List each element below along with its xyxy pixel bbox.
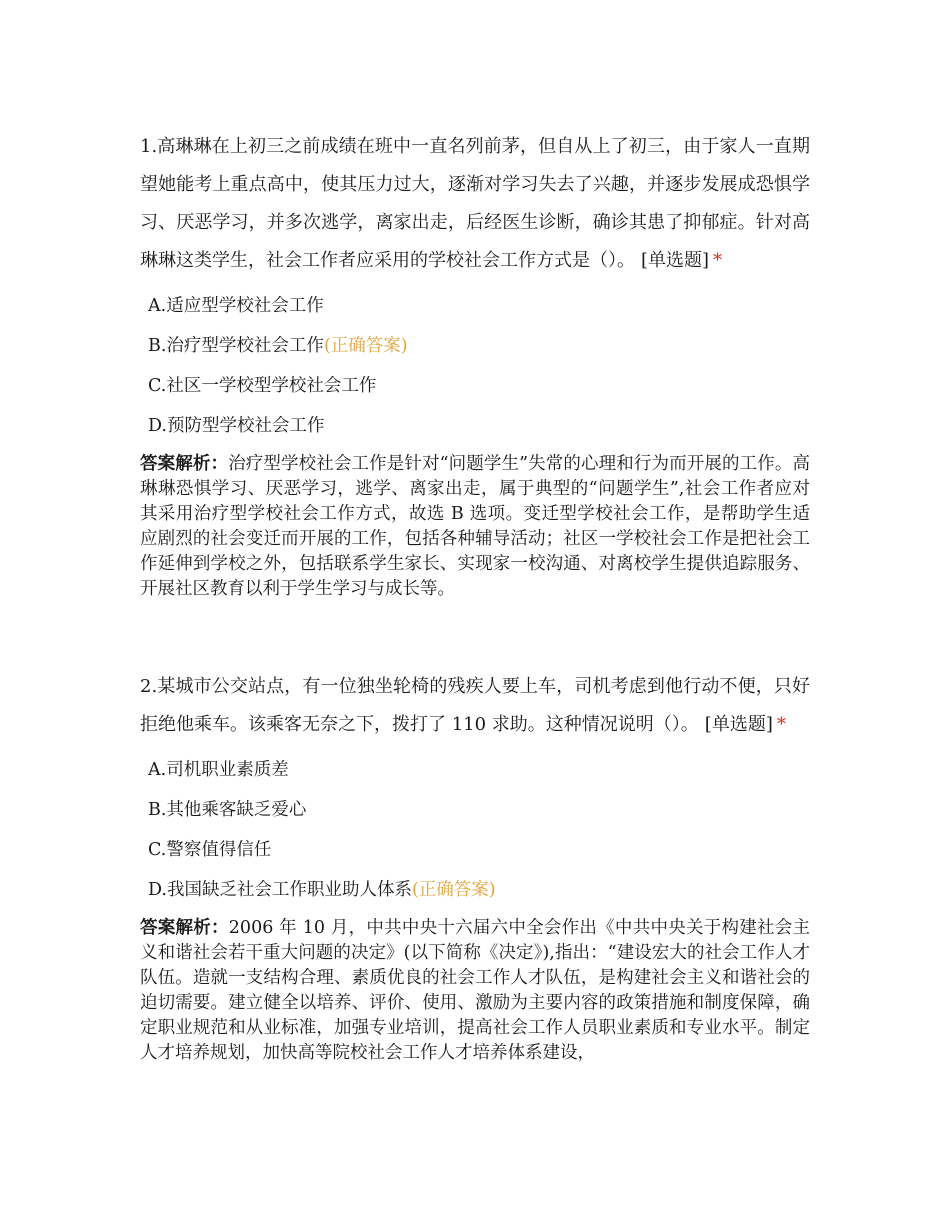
- option-label: D.预防型学校社会工作: [148, 416, 325, 436]
- option-label: B.其他乘客缺乏爱心: [148, 800, 307, 820]
- question-1-required-star: *: [713, 250, 723, 271]
- question-1-option-c[interactable]: [148, 366, 810, 406]
- question-1-stem: [140, 128, 810, 280]
- analysis-label: 答案解析：: [140, 454, 229, 474]
- option-label: C.社区一学校型学校社会工作: [148, 376, 377, 396]
- question-1-type: [单选题]: [641, 250, 710, 271]
- analysis-label: 答案解析：: [140, 918, 229, 938]
- question-2-option-c[interactable]: [148, 830, 810, 870]
- question-2-type: [单选题]: [704, 714, 773, 735]
- question-1-option-a[interactable]: [148, 286, 810, 326]
- question-2: [140, 668, 810, 1066]
- option-label: A.适应型学校社会工作: [148, 296, 324, 316]
- question-1-option-d[interactable]: [148, 406, 810, 446]
- analysis-text: 2006 年 10 月，中共中央十六届六中全会作出《中共中央关于构建社会主义和谐社会若干重大问题的决定》(以下简称《决定》),指出：“建设宏大的社会工作人才队伍。造就一支结构合理、素质优良的社会工作人才队伍，是构建社会主义和谐社会的迫切需要。建立健全以培养、评价、使用、激励为主要内容的政策措施和制度保障，确定职业规范和从业标准，加强专业培训，提高社会工作人员职业素质和专业水平。制定人才培养规划，加快高等院校社会工作人才培养体系建设，: [140, 918, 811, 1063]
- question-2-analysis: [140, 916, 810, 1066]
- question-2-option-d[interactable]: [148, 870, 810, 910]
- question-1: [140, 128, 810, 602]
- document-page: [140, 128, 810, 1066]
- question-1-stem-text: 1.高琳琳在上初三之前成绩在班中一直名列前茅，但自从上了初三，由于家人一直期望她能考上重点高中，使其压力过大，逐渐对学习失去了兴趣，并逐步发展成恐惧学习、厌恶学习，并多次逃学，离家出走，后经医生诊断，确诊其患了抑郁症。针对高琳琳这类学生，社会工作者应采用的学校社会工作方式是（）。: [140, 136, 810, 271]
- option-label: A.司机职业素质差: [148, 760, 289, 780]
- correct-answer-mark: (正确答案): [411, 880, 496, 900]
- question-1-analysis: [140, 452, 810, 602]
- analysis-text: 治疗型学校社会工作是针对“问题学生”失常的心理和行为而开展的工作。高琳琳恐惧学习、厌恶学习，逃学、离家出走，属于典型的“问题学生”,社会工作者应对其采用治疗型学校社会工作方式，故选 B 选项。变迁型学校社会工作，是帮助学生适应剧烈的社会变迁而开展的工作，包括各种辅导活动；社区一学校社会工作是把社会工作延伸到学校之外，包括联系学生家长、实现家一校沟通、对离校学生提供追踪服务、开展社区教育以利于学生学习与成长等。: [140, 454, 811, 599]
- question-2-stem-text: 2.某城市公交站点，有一位独坐轮椅的残疾人要上车，司机考虑到他行动不便，只好拒绝他乘车。该乘客无奈之下，拨打了 110 求助。这种情况说明（）。: [140, 676, 810, 735]
- question-1-options: [140, 286, 810, 446]
- question-2-option-b[interactable]: [148, 790, 810, 830]
- option-label: B.治疗型学校社会工作: [148, 336, 324, 356]
- question-2-options: [140, 750, 810, 910]
- correct-answer-mark: (正确答案): [323, 336, 408, 356]
- question-1-option-b[interactable]: [148, 326, 810, 366]
- option-label: C.警察值得信任: [148, 840, 272, 860]
- question-2-required-star: *: [776, 714, 786, 735]
- question-2-stem: [140, 668, 810, 744]
- option-label: D.我国缺乏社会工作职业助人体系: [148, 880, 412, 900]
- question-2-option-a[interactable]: [148, 750, 810, 790]
